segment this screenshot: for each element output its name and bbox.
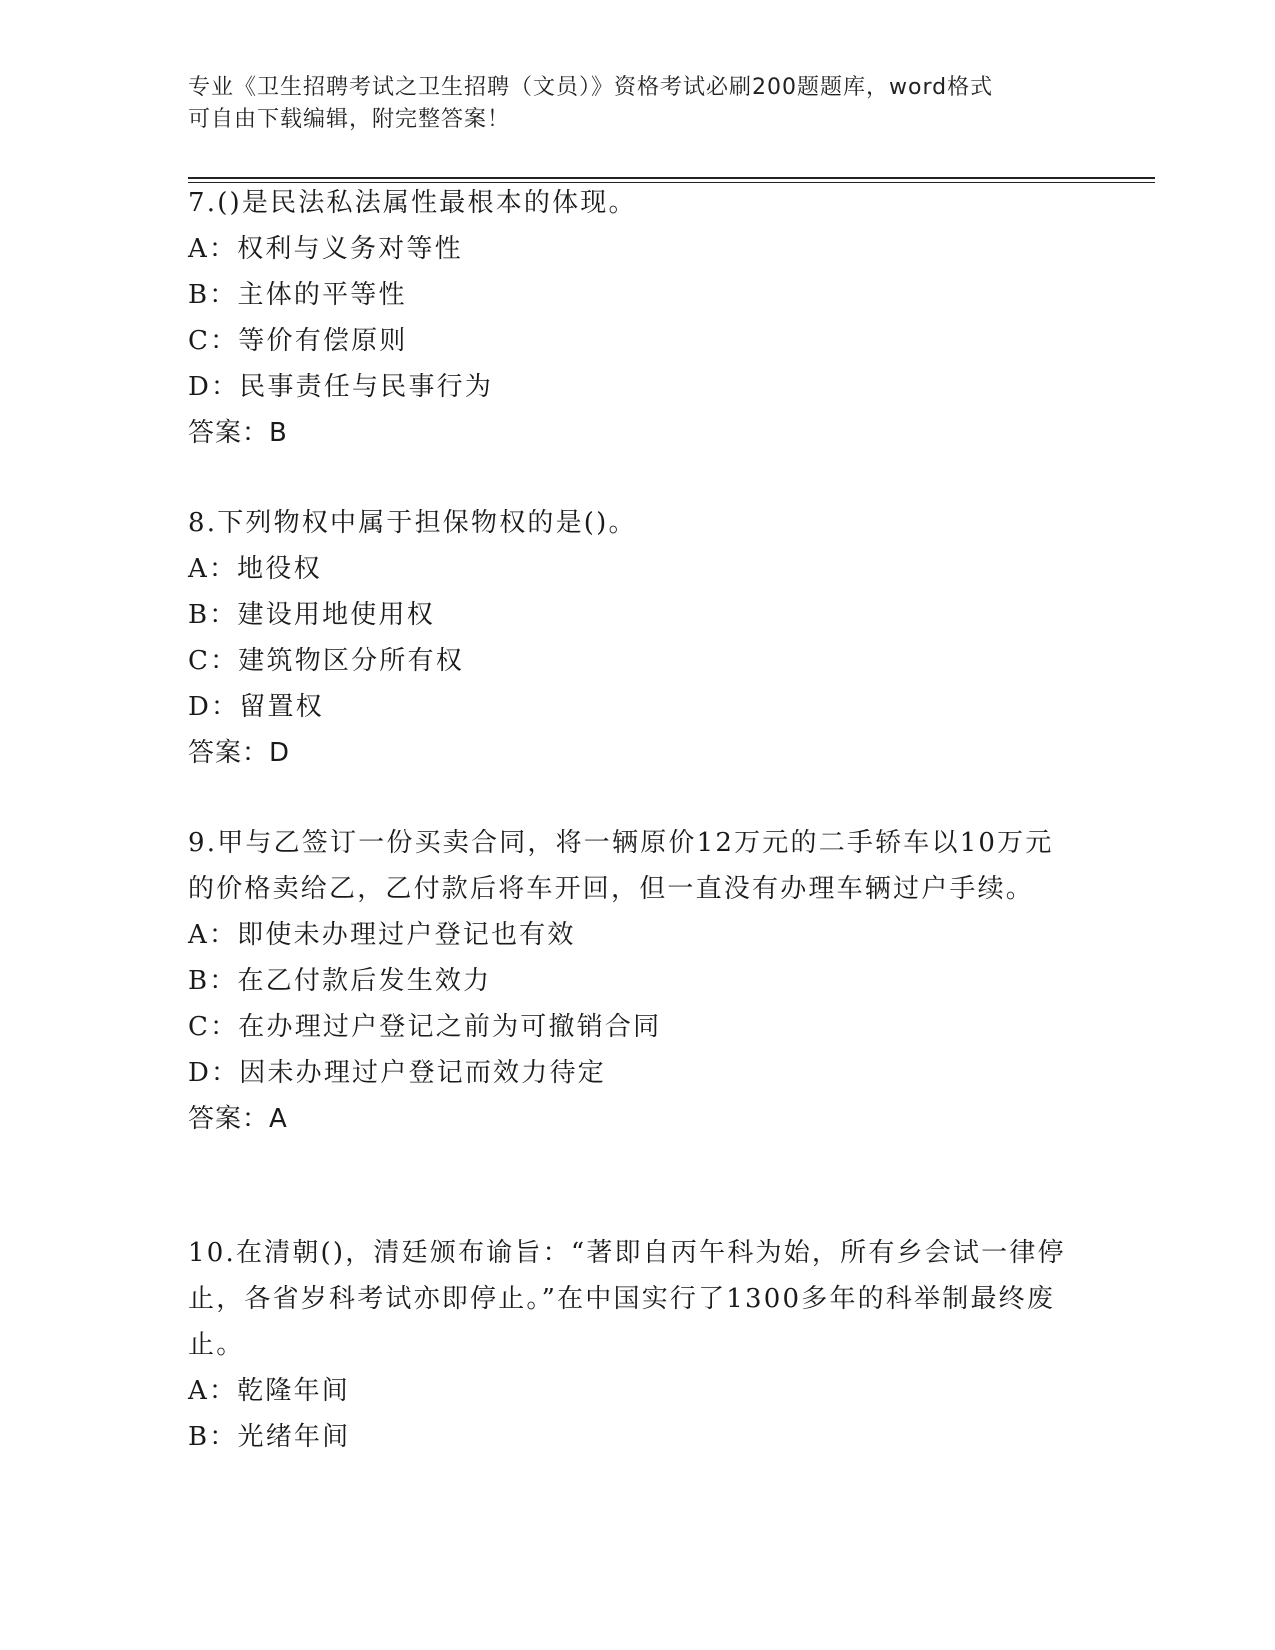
question-9	[188, 820, 1068, 1142]
option-b: B：建设用地使用权	[188, 600, 435, 630]
option-d: D：因未办理过户登记而效力待定	[188, 1058, 606, 1088]
answer-label: 答案：B	[188, 418, 288, 448]
question-stem: 9.甲与乙签订一份买卖合同，将一辆原价12万元的二手轿车以10万元的价格卖给乙，乙付款后将车开回，但一直没有办理车辆过户手续。	[188, 828, 1054, 904]
option-c: C：等价有偿原则	[188, 326, 408, 356]
answer-label: 答案：A	[188, 1104, 288, 1134]
option-b: B：在乙付款后发生效力	[188, 966, 492, 996]
question-stem: 10.在清朝()，清廷颁布谕旨：“著即自丙午科为始，所有乡会试一律停止，各省岁科考试亦即停止。”在中国实行了1300多年的科举制最终废止。	[188, 1238, 1066, 1360]
header-divider-thick	[188, 177, 1155, 179]
option-b: B：光绪年间	[188, 1422, 351, 1452]
option-b: B：主体的平等性	[188, 280, 407, 310]
header-line-1: 专业《卫生招聘考试之卫生招聘（文员）》资格考试必刷200题题库，word格式	[188, 75, 994, 100]
option-d: D：民事责任与民事行为	[188, 372, 494, 402]
question-7	[188, 180, 1068, 456]
option-c: C：在办理过户登记之前为可撤销合同	[188, 1012, 662, 1042]
option-a: A：乾隆年间	[188, 1376, 350, 1406]
question-stem: 8.下列物权中属于担保物权的是()。	[188, 508, 637, 538]
answer-label: 答案：D	[188, 738, 291, 768]
question-8	[188, 500, 1068, 776]
option-d: D：留置权	[188, 692, 324, 722]
option-a: A：权利与义务对等性	[188, 234, 463, 264]
question-10	[188, 1230, 1068, 1460]
option-a: A：地役权	[188, 554, 322, 584]
option-c: C：建筑物区分所有权	[188, 646, 464, 676]
option-a: A：即使未办理过户登记也有效	[188, 920, 576, 950]
document-header	[188, 72, 1068, 136]
header-line-2: 可自由下载编辑，附完整答案！	[188, 107, 511, 132]
question-stem: 7.()是民法私法属性最根本的体现。	[188, 188, 637, 218]
